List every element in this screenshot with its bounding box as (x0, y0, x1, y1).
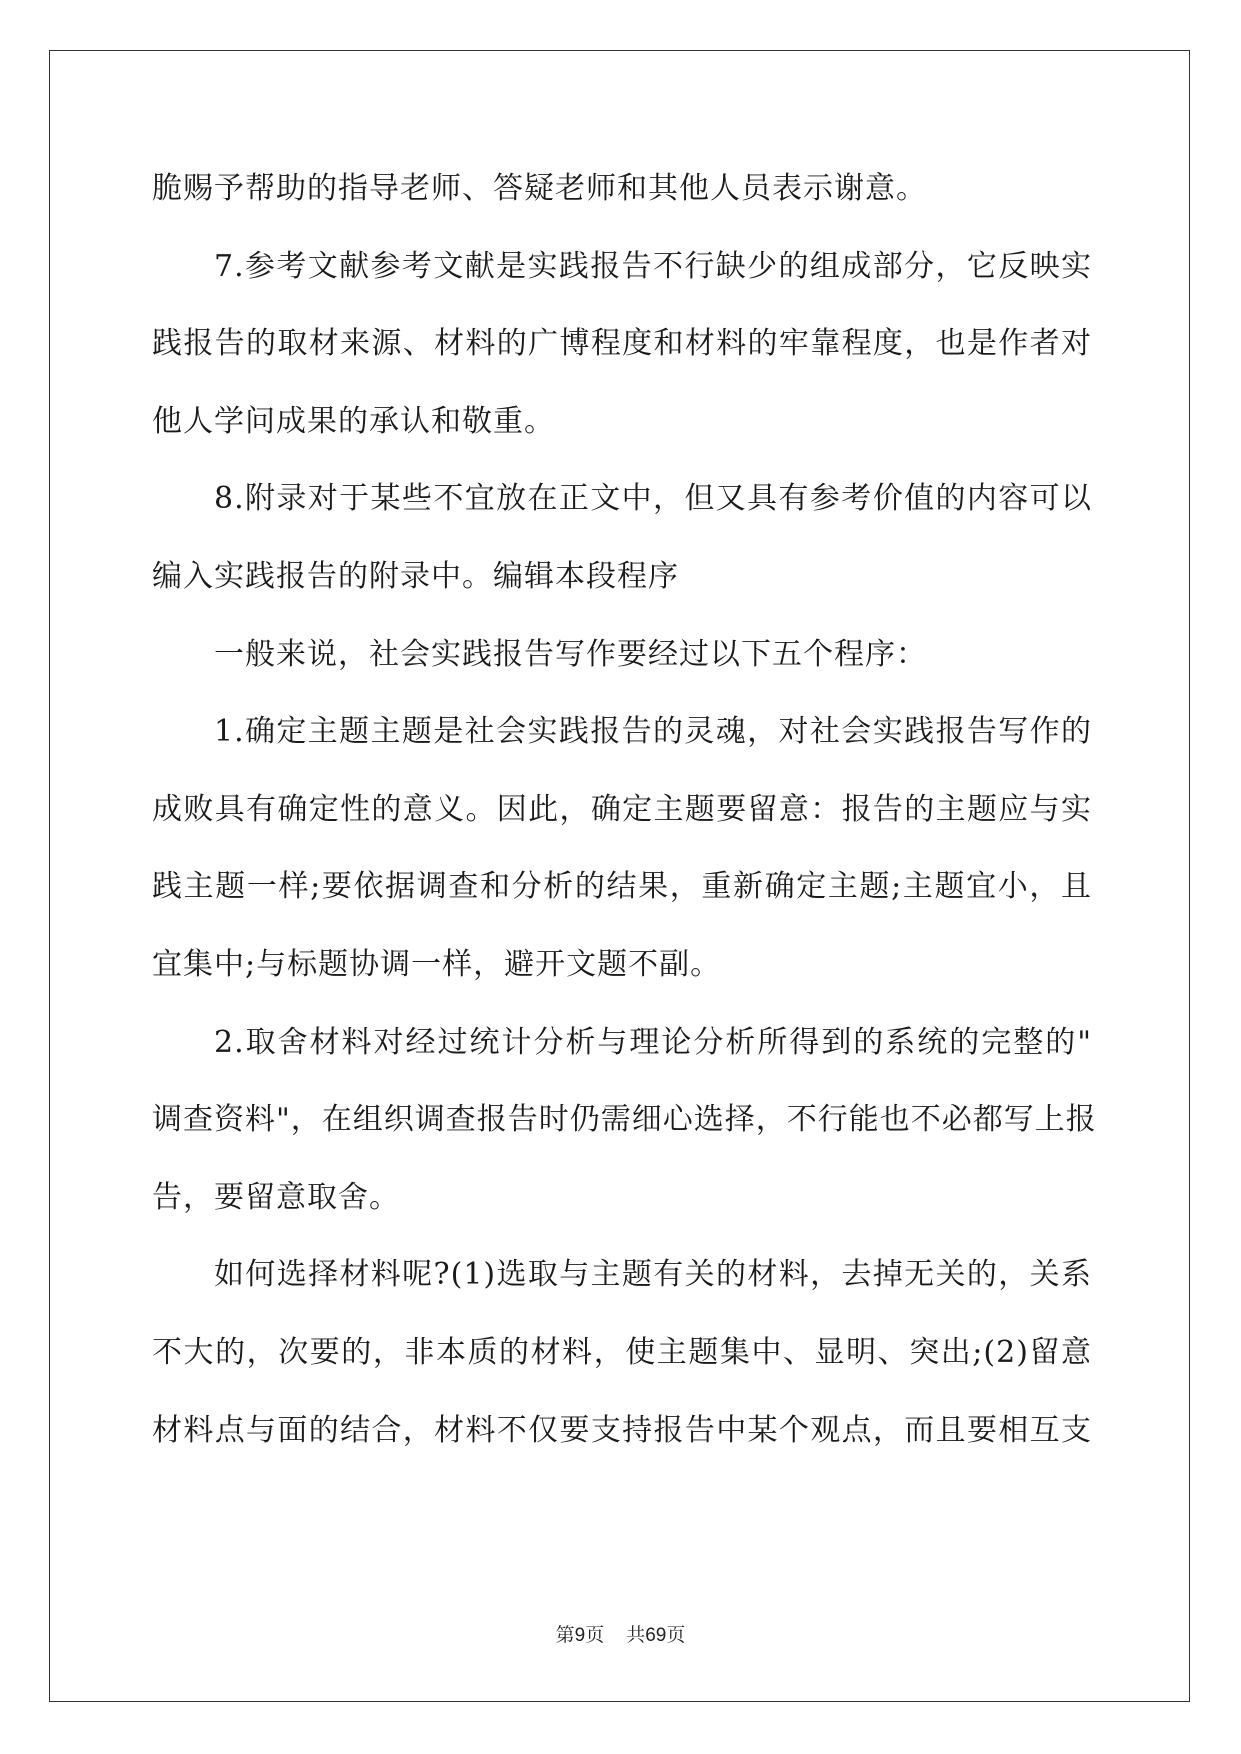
page-prefix: 第 (555, 1624, 575, 1646)
page-footer (0, 1620, 1241, 1647)
text-line: 一般来说，社会实践报告写作要经过以下五个程序： (214, 636, 927, 672)
page-unit: 页 (585, 1624, 605, 1646)
text-line: 脆赐予帮助的指导老师、答疑老师和其他人员表示谢意。 (152, 171, 927, 206)
text-line: 1.确定主题主题是社会实践报告的灵魂，对社会实践报告写作的 (214, 714, 1092, 750)
text-line: 宜集中;与标题协调一样，避开文题不副。 (152, 946, 722, 982)
text-line: 7.参考文献参考文献是实践报告不行缺少的组成部分，它反映实 (214, 248, 1092, 284)
text-line: 践报告的取材来源、材料的广博程度和材料的牢靠程度，也是作者对 (152, 326, 1092, 362)
text-line: 成败具有确定性的意义。因此，确定主题要留意：报告的主题应与实 (152, 791, 1092, 827)
text-line: 编入实践报告的附录中。编辑本段程序 (152, 558, 679, 594)
total-pages: 69 (645, 1625, 667, 1646)
text-line: 践主题一样;要依据调查和分析的结果，重新确定主题;主题宜小，且 (152, 869, 1092, 905)
text-line: 2.取舍材料对经过统计分析与理论分析所得到的系统的完整的" (214, 1024, 1092, 1060)
page-number: 9 (574, 1625, 586, 1646)
text-line: 材料点与面的结合，材料不仅要支持报告中某个观点，而且要相互支 (152, 1412, 1092, 1448)
text-line: 不大的，次要的，非本质的材料，使主题集中、显明、突出;(2)留意 (152, 1334, 1092, 1370)
text-line: 他人学问成果的承认和敬重。 (152, 403, 555, 439)
total-unit: 页 (666, 1624, 686, 1646)
document-body (152, 156, 1097, 1475)
text-line: 8.附录对于某些不宜放在正文中，但又具有参考价值的内容可以 (214, 481, 1092, 517)
text-line: 告，要留意取舍。 (152, 1179, 400, 1215)
total-prefix: 共 (626, 1624, 646, 1646)
text-line: 调查资料"，在组织调查报告时仍需细心选择，不行能也不必都写上报 (152, 1102, 1097, 1138)
text-line: 如何选择材料呢?(1)选取与主题有关的材料，去掉无关的，关系 (214, 1257, 1092, 1293)
